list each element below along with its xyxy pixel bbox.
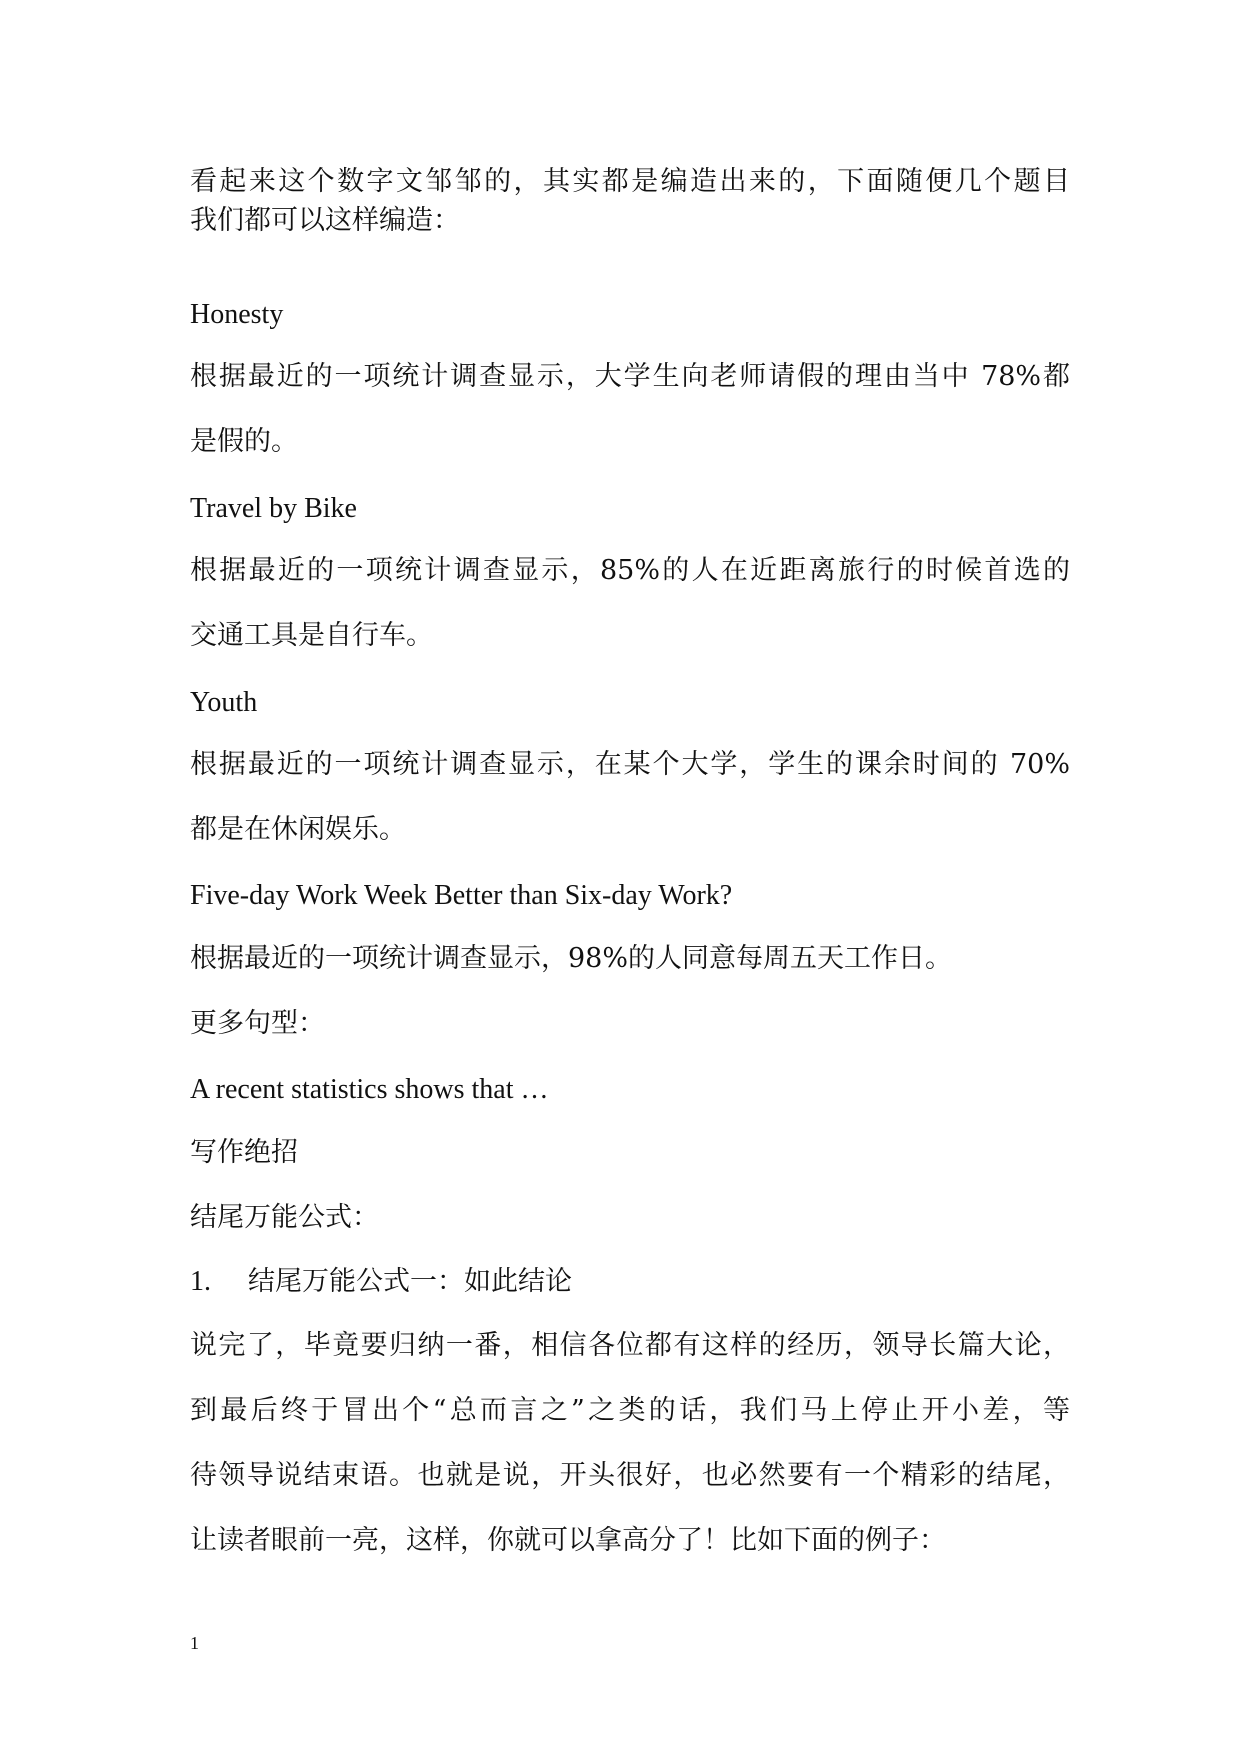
paragraph-line: 到最后终于冒出个“总而言之”之类的话，我们马上停止开小差，等 bbox=[190, 1395, 1070, 1426]
text-line: 我们都可以这样编造： bbox=[190, 205, 460, 236]
text-line: 看起来这个数字文邹邹的，其实都是编造出来的，下面随便几个题目 bbox=[190, 166, 1070, 197]
section-heading: Youth bbox=[190, 687, 258, 718]
text-line: 都是在休闲娱乐。 bbox=[190, 814, 406, 845]
example-sentence: A recent statistics shows that … bbox=[190, 1074, 549, 1105]
paragraph-line: 待领导说结束语。也就是说，开头很好，也必然要有一个精彩的结尾， bbox=[190, 1460, 1070, 1491]
text-line: 更多句型： bbox=[190, 1008, 325, 1039]
text-line: 写作绝招 bbox=[190, 1137, 298, 1168]
text-line: 根据最近的一项统计调查显示，在某个大学，学生的课余时间的 70% bbox=[190, 749, 1070, 780]
text-line: 交通工具是自行车。 bbox=[190, 620, 433, 651]
section-heading: Five-day Work Week Better than Six-day Work? bbox=[190, 880, 733, 911]
text-line: 根据最近的一项统计调查显示，大学生向老师请假的理由当中 78%都 bbox=[190, 361, 1070, 392]
paragraph-line: 说完了，毕竟要归纳一番，相信各位都有这样的经历，领导长篇大论， bbox=[190, 1330, 1070, 1361]
paragraph-line: 让读者眼前一亮，这样，你就可以拿高分了！比如下面的例子： bbox=[190, 1525, 946, 1556]
text-line: 根据最近的一项统计调查显示，85%的人在近距离旅行的时候首选的 bbox=[190, 555, 1070, 586]
text-line: 根据最近的一项统计调查显示，98%的人同意每周五天工作日。 bbox=[190, 943, 953, 974]
list-number: 1. bbox=[190, 1266, 211, 1297]
section-heading: Travel by Bike bbox=[190, 493, 357, 524]
section-heading: Honesty bbox=[190, 299, 284, 330]
text-line: 是假的。 bbox=[190, 426, 298, 457]
text-line: 结尾万能公式： bbox=[190, 1202, 379, 1233]
page-number: 1 bbox=[190, 1633, 199, 1653]
list-text: 结尾万能公式一：如此结论 bbox=[248, 1266, 572, 1297]
list-item bbox=[190, 1264, 1070, 1300]
